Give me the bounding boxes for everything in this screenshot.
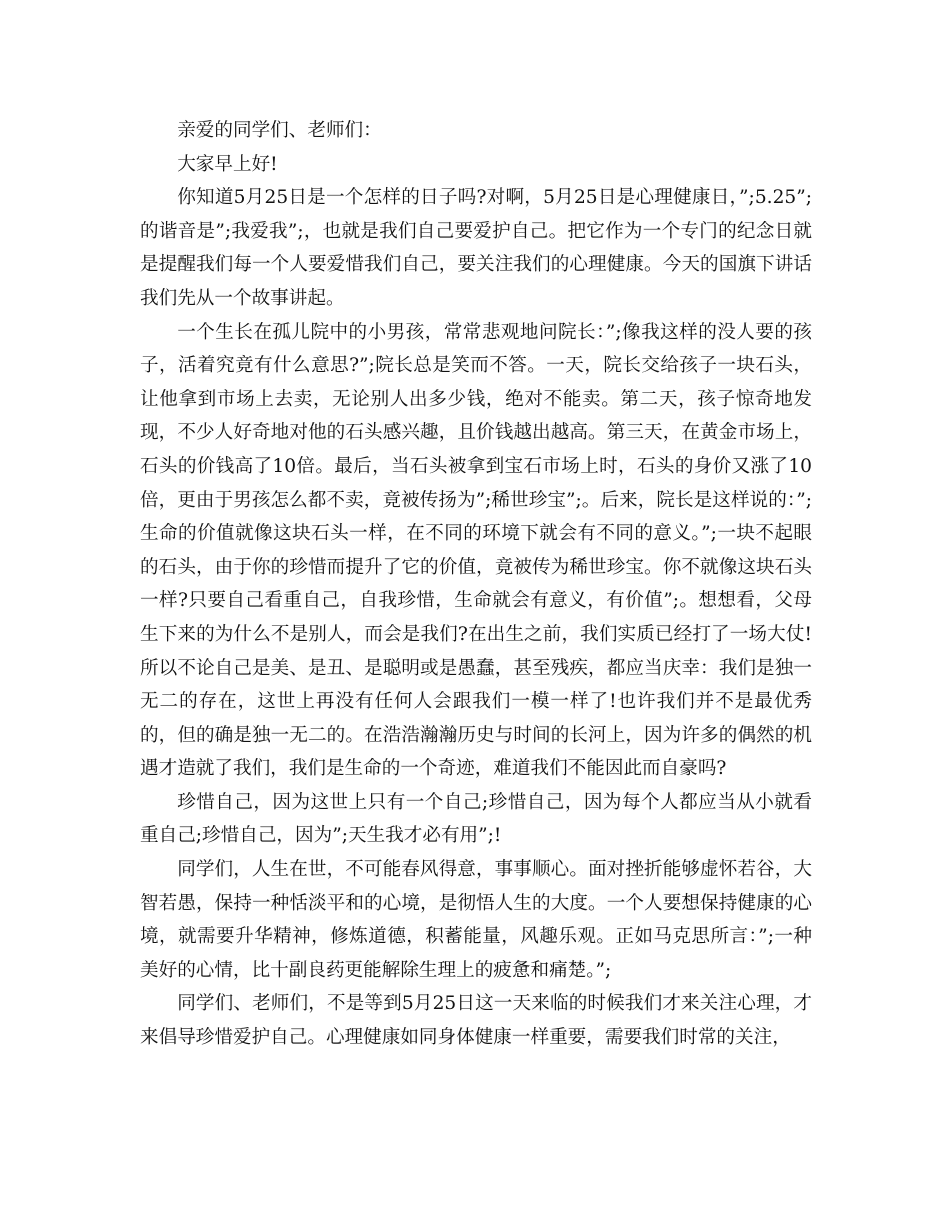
greeting-line: 亲爱的同学们、老师们： [177, 120, 382, 141]
paragraph-cherish: 珍惜自己，因为这世上只有一个自己;珍惜自己，因为每个人都应当从小就看重自己;珍惜自己，因为”;天生我才必有用”;! [140, 791, 812, 847]
paragraph-closing: 同学们、老师们，不是等到5月25日这一天来临的时候我们才来关注心理，才来倡导珍惜爱护自己。心理健康如同身体健康一样重要，需要我们时常的关注， [140, 993, 812, 1049]
paragraph-story: 一个生长在孤儿院中的小男孩，常常悲观地问院长：”;像我这样的没人要的孩子，活着究竟有什么意思?”;院长总是笑而不答。一天，院长交给孩子一块石头，让他拿到市场上去卖，无论别人出多少钱，绝对不能卖。第二天，孩子惊奇地发现，不少人好奇地对他的石头感兴趣，且价钱越出越高。第三天，在黄金市场上，石头的价钱高了10倍。最后，当石头被拿到宝石市场上时，石头的身价又涨了10倍，更由于男孩怎么都不卖，竟被传扬为”;稀世珍宝”;。后来，院长是这样说的：”;生命的价值就像这块石头一样，在不同的环境下就会有不同的意义。”;一块不起眼的石头，由于你的珍惜而提升了它的价值，竟被传为稀世珍宝。你不就像这块石头一样?只要自己看重自己，自我珍惜，生命就会有意义，有价值”;。想想看，父母生下来的为什么不是别人，而会是我们?在出生之前，我们实质已经打了一场大仗!所以不论自己是美、是丑、是聪明或是愚蠢，甚至残疾，都应当庆幸：我们是独一无二的存在，这世上再没有任何人会跟我们一模一样了!也许我们并不是最优秀的，但的确是独一无二的。在浩浩瀚瀚历史与时间的长河上，因为许多的偶然的机遇才造就了我们，我们是生命的一个奇迹，难道我们不能因此而自豪吗? [140, 321, 812, 780]
speech-text [140, 114, 812, 1055]
paragraph-mindset: 同学们，人生在世，不可能春风得意，事事顺心。面对挫折能够虚怀若谷，大智若愚，保持一种恬淡平和的心境，是彻悟人生的大度。一个人要想保持健康的心境，就需要升华精神，修炼道德，积蓄能量，风趣乐观。正如马克思所言：”;一种美好的心情，比十副良药更能解除生理上的疲惫和痛楚。”; [140, 859, 812, 981]
good-morning-line: 大家早上好! [177, 153, 278, 175]
paragraph-intro: 你知道5月25日是一个怎样的日子吗?对啊，5月25日是心理健康日，”;5.25”;的谐音是”;我爱我”;，也就是我们自己要爱护自己。把它作为一个专门的纪念日就是提醒我们每一个人要爱惜我们自己，要关注我们的心理健康。今天的国旗下讲话我们先从一个故事讲起。 [140, 187, 812, 309]
